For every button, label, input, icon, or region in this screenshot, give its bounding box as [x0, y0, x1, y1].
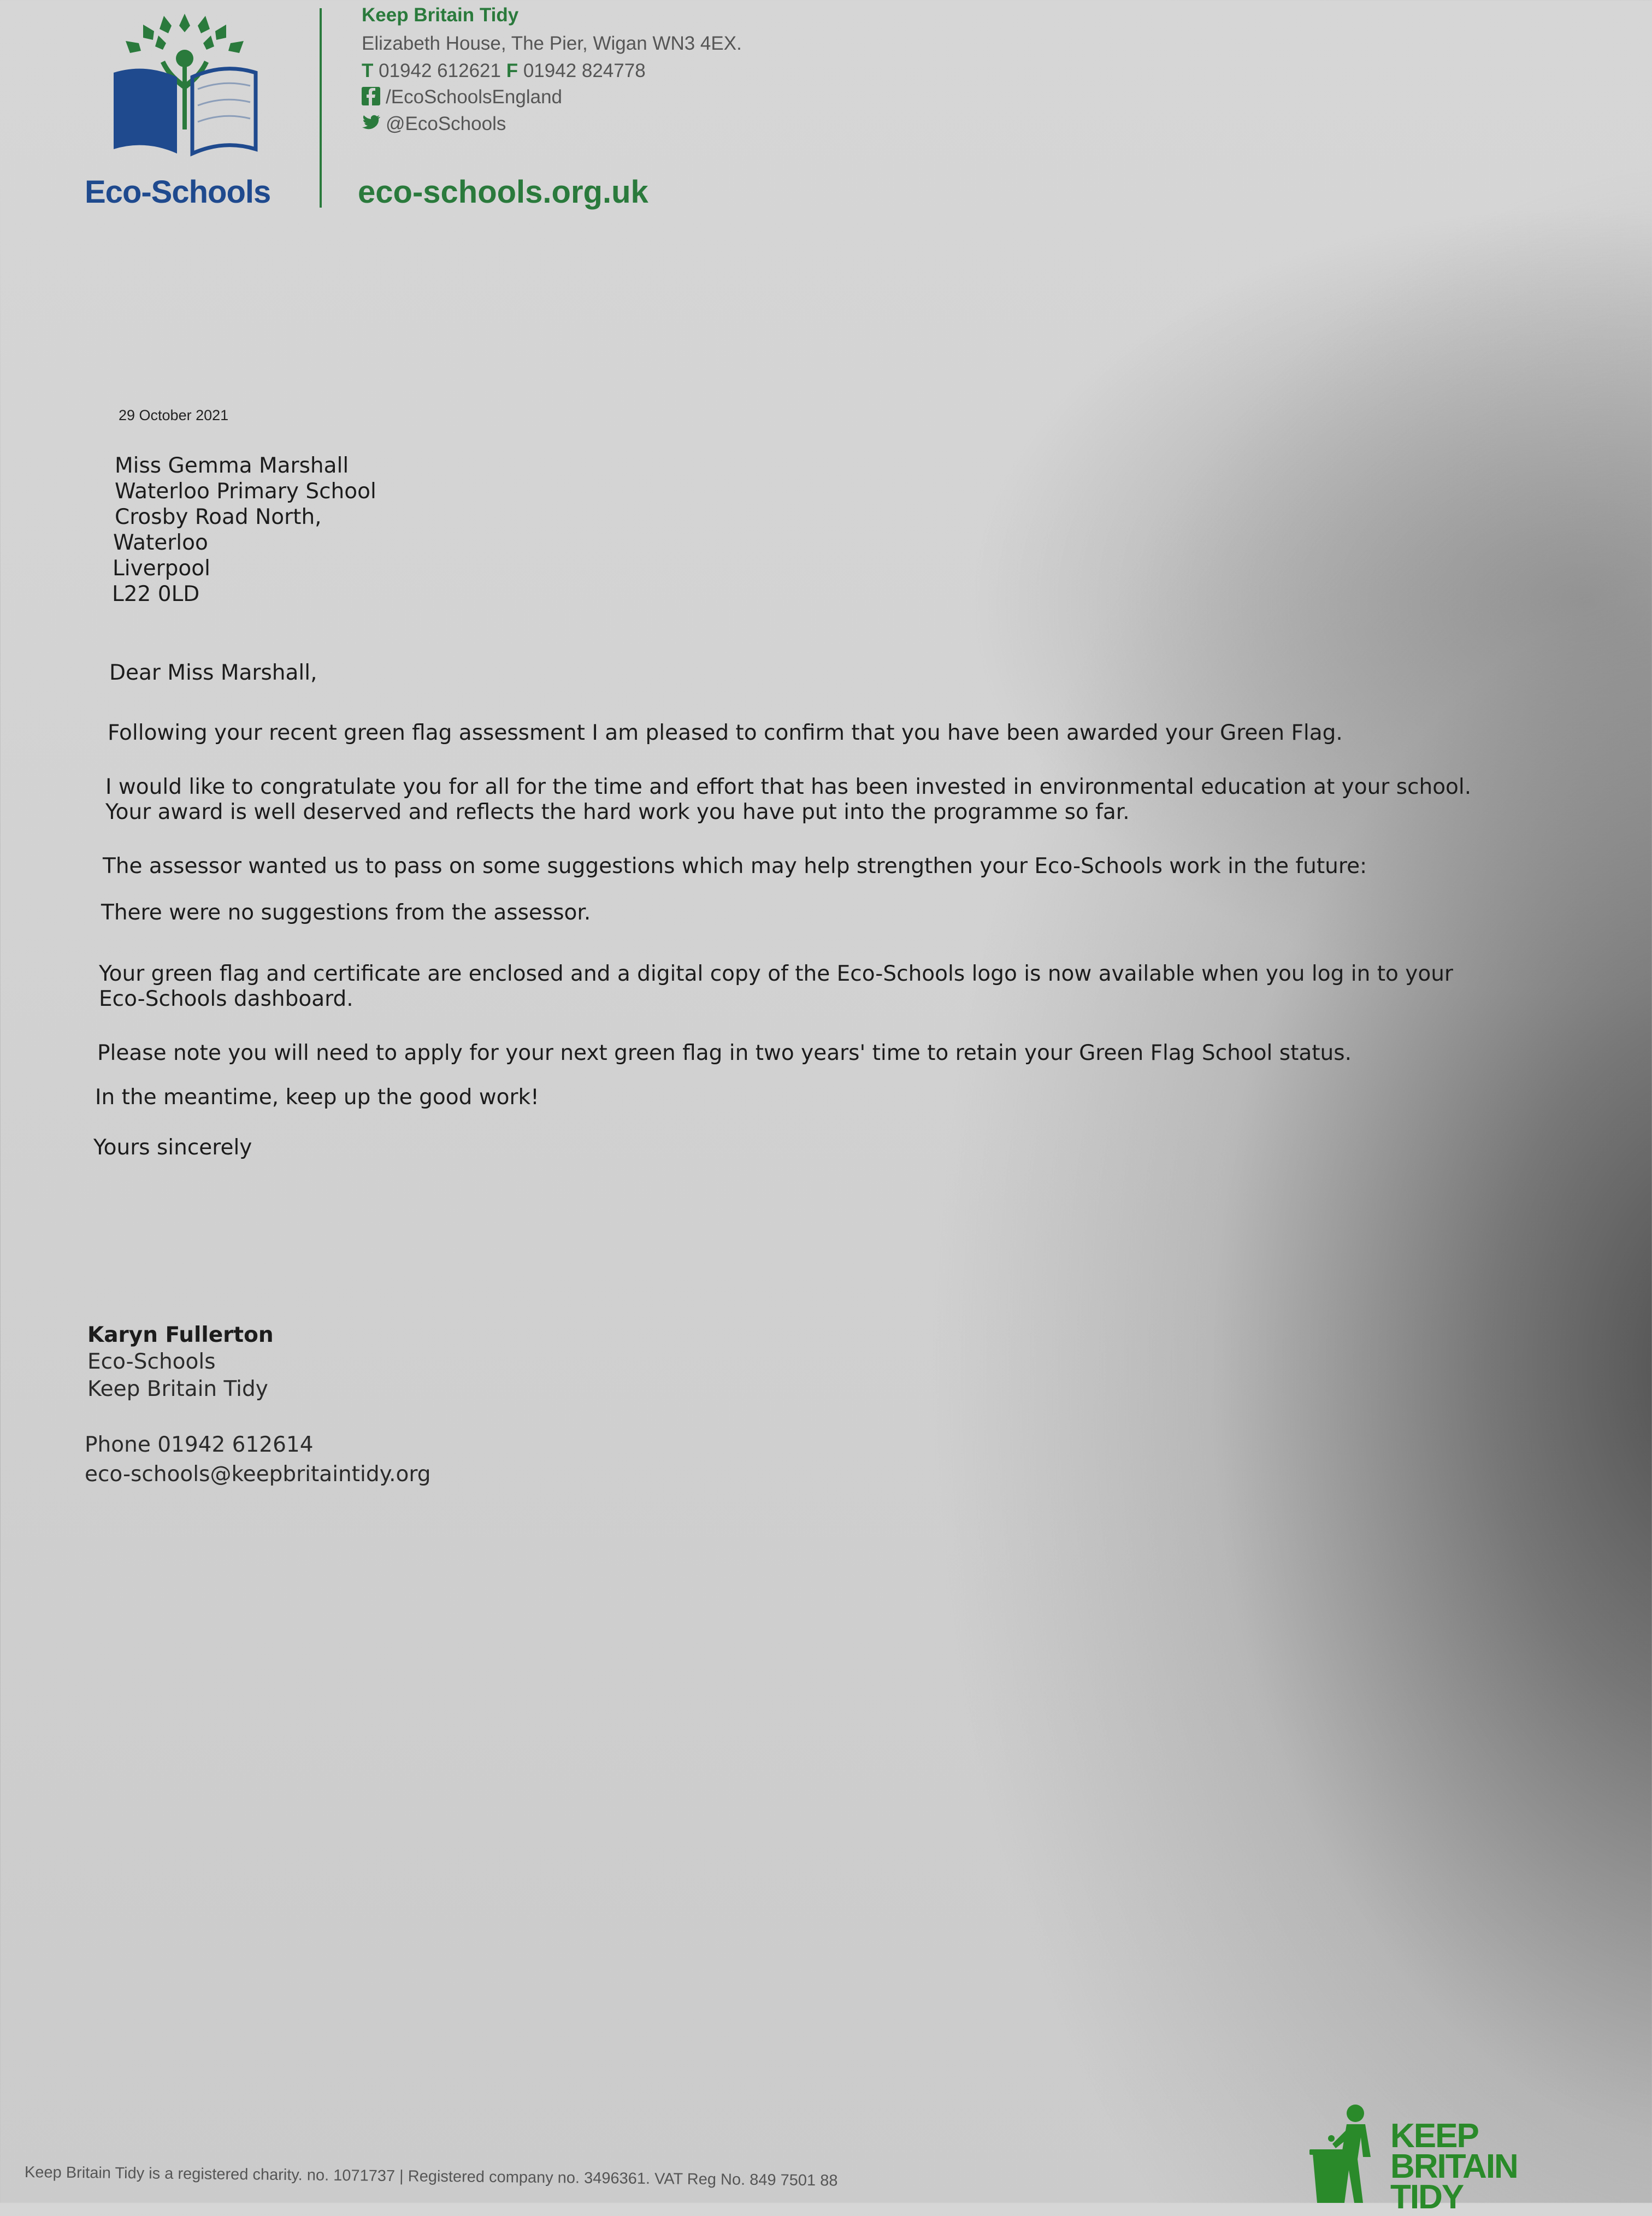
signatory-organisation: Keep Britain Tidy: [87, 1377, 268, 1401]
wordmark-line: BRITAIN: [1390, 2148, 1518, 2185]
fax-number: 01942 824778: [523, 60, 646, 81]
wordmark-line: KEEP: [1390, 2117, 1478, 2155]
org-website: eco-schools.org.uk: [358, 174, 648, 210]
phone-prefix: T: [362, 60, 374, 81]
signatory-phone: Phone 01942 612614: [85, 1433, 314, 1457]
recipient-address: [112, 453, 376, 607]
twitter-icon: [362, 114, 380, 132]
paragraph-line: Please note you will need to apply for your next green flag in two years' time to retain your Green Flag School status.: [97, 1041, 1352, 1065]
keep-britain-tidy-wordmark: [1390, 2117, 1518, 2216]
phone-number: 01942 612621: [379, 60, 501, 81]
eco-schools-logo: [82, 8, 290, 172]
signatory-name: Karyn Fullerton: [87, 1323, 274, 1347]
paragraph-line: In the meantime, keep up the good work!: [95, 1085, 539, 1110]
paragraph: [105, 775, 1471, 825]
signatory-department: Eco-Schools: [87, 1349, 216, 1374]
recipient-line: L22 0LD: [112, 582, 200, 606]
recipient-line: Waterloo Primary School: [115, 479, 376, 504]
recipient-line: Waterloo: [113, 531, 208, 555]
org-twitter: [362, 113, 506, 135]
letter-date: 29 October 2021: [119, 407, 229, 423]
paragraph: [108, 720, 1343, 746]
paragraph-line: Your green flag and certificate are enclosed and a digital copy of the Eco-Schools logo is now available when you log in to your: [99, 962, 1453, 986]
org-facebook: [362, 86, 562, 108]
recipient-line: Crosby Road North,: [115, 505, 322, 529]
org-address: Elizabeth House, The Pier, Wigan WN3 4EX.: [362, 33, 742, 54]
paragraph-line: Your award is well deserved and reflects the hard work you have put into the programme so far.: [105, 800, 1130, 824]
paragraph: [97, 1040, 1352, 1066]
paragraph: [99, 962, 1453, 1012]
recipient-line: Miss Gemma Marshall: [115, 453, 349, 478]
signatory-details: [87, 1348, 268, 1403]
twitter-handle: @EcoSchools: [386, 113, 506, 134]
paragraph-line: The assessor wanted us to pass on some suggestions which may help strengthen your Eco-Schools work in the future:: [103, 854, 1367, 879]
footer-legal-text: Keep Britain Tidy is a registered charity. no. 1071737 | Registered company no. 3496361. VAT Reg No. 849 7501 88: [24, 2164, 838, 2190]
paragraph-line: There were no suggestions from the assessor.: [101, 900, 591, 925]
org-phone-fax: [362, 60, 646, 82]
paragraph-line: I would like to congratulate you for all for the time and effort that has been invested in environmental education at your school.: [105, 775, 1472, 799]
signatory-contact: [85, 1430, 431, 1489]
paragraph: [101, 900, 591, 926]
org-name: Keep Britain Tidy: [362, 4, 519, 26]
paragraph: [103, 853, 1367, 879]
letterhead-divider: [320, 8, 322, 208]
wordmark-line: TIDY: [1390, 2178, 1464, 2216]
tidy-man-icon: [1303, 2103, 1390, 2203]
salutation: Dear Miss Marshall,: [109, 661, 317, 685]
signatory-email[interactable]: eco-schools@keepbritaintidy.org: [85, 1462, 431, 1487]
recipient-line: Liverpool: [113, 556, 210, 581]
eco-schools-wordmark: Eco-Schools: [85, 174, 271, 210]
facebook-icon: [362, 87, 380, 105]
paragraph-line: Eco-Schools dashboard.: [99, 987, 353, 1011]
closing: Yours sincerely: [93, 1135, 252, 1160]
facebook-handle: /EcoSchoolsEngland: [386, 86, 562, 108]
paragraph: [95, 1085, 539, 1110]
paragraph-line: Following your recent green flag assessment I am pleased to confirm that you have been awarded your Green Flag.: [108, 721, 1343, 745]
keep-britain-tidy-logo: [1303, 2103, 1549, 2216]
fax-prefix: F: [506, 60, 518, 81]
